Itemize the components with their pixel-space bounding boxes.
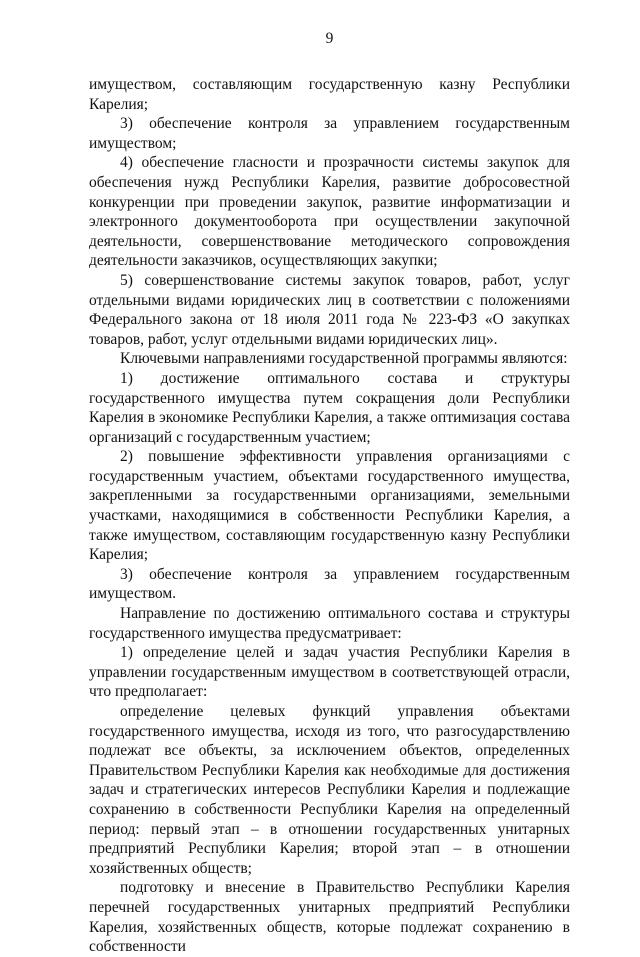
paragraph: Ключевыми направлениями государственной программы являются: [120,350,568,368]
paragraph: 2) повышение эффективности управления организациями с государственным участием, объектами государственного имущества, закрепленными за государственными организациями, земельными участками, находящимися в собственности Республики Карелия, а также имуществом, составляющим государственную казну Республики Карелия; [89,448,570,564]
paragraph: 4) обеспечение гласности и прозрачности системы закупок для обеспечения нужд Республики Карелия, развитие добросовестной конкуренции при проведении закупок, развитие информатизации и электронного документооборота при осуществлении закупочной деятельности, совершенствование методического сопровождения деятельности заказчиков, осуществляющих закупки; [89,154,570,270]
page-number: 9 [325,30,334,47]
paragraph: подготовку и внесение в Правительство Республики Карелия перечней государственных унитарных предприятий Республики Карелия, хозяйственных обществ, которые подлежат сохранению в собственности [89,879,570,956]
paragraph: 1) достижение оптимального состава и структуры государственного имущества путем сокращения доли Республики Карелия в экономике Республики Карелия, а также оптимизация состава организаций с государственным участием; [89,369,570,446]
paragraph: имуществом, составляющим государственную казну Республики Карелия; [89,76,570,113]
paragraph: определение целевых функций управления объектами государственного имущества, исходя из того, что разгосударствлению подлежат все объекты, за исключением объектов, определенных Правительством Республики Карелия как необходимые для достижения задач и стратегических интересов Республики Карелия и подлежащие сохранению в собственности Республики Карелия на определенный период: первый этап – в отношении государственных унитарных предприятий Республики Карелия; второй этап – в отношении хозяйственных обществ; [89,703,570,877]
paragraph: 3) обеспечение контроля за управлением государственным имуществом. [89,565,570,603]
paragraph: Направление по достижению оптимального состава и структуры государственного имущества предусматривает: [89,605,570,642]
paragraph: 3) обеспечение контроля за управлением государственным имуществом; [89,115,570,152]
paragraph: 1) определение целей и задач участия Республики Карелия в управлении государственным имуществом в соответствующей отрасли, что предполагает: [89,644,570,701]
paragraph: 5) совершенствование системы закупок товаров, работ, услуг отдельными видами юридических лиц в соответствии с положениями Федерального закона от 18 июля 2011 года № 223-ФЗ «О закупках товаров, работ, услуг отдельными видами юридических лиц». [89,271,570,348]
document-body [89,75,570,956]
